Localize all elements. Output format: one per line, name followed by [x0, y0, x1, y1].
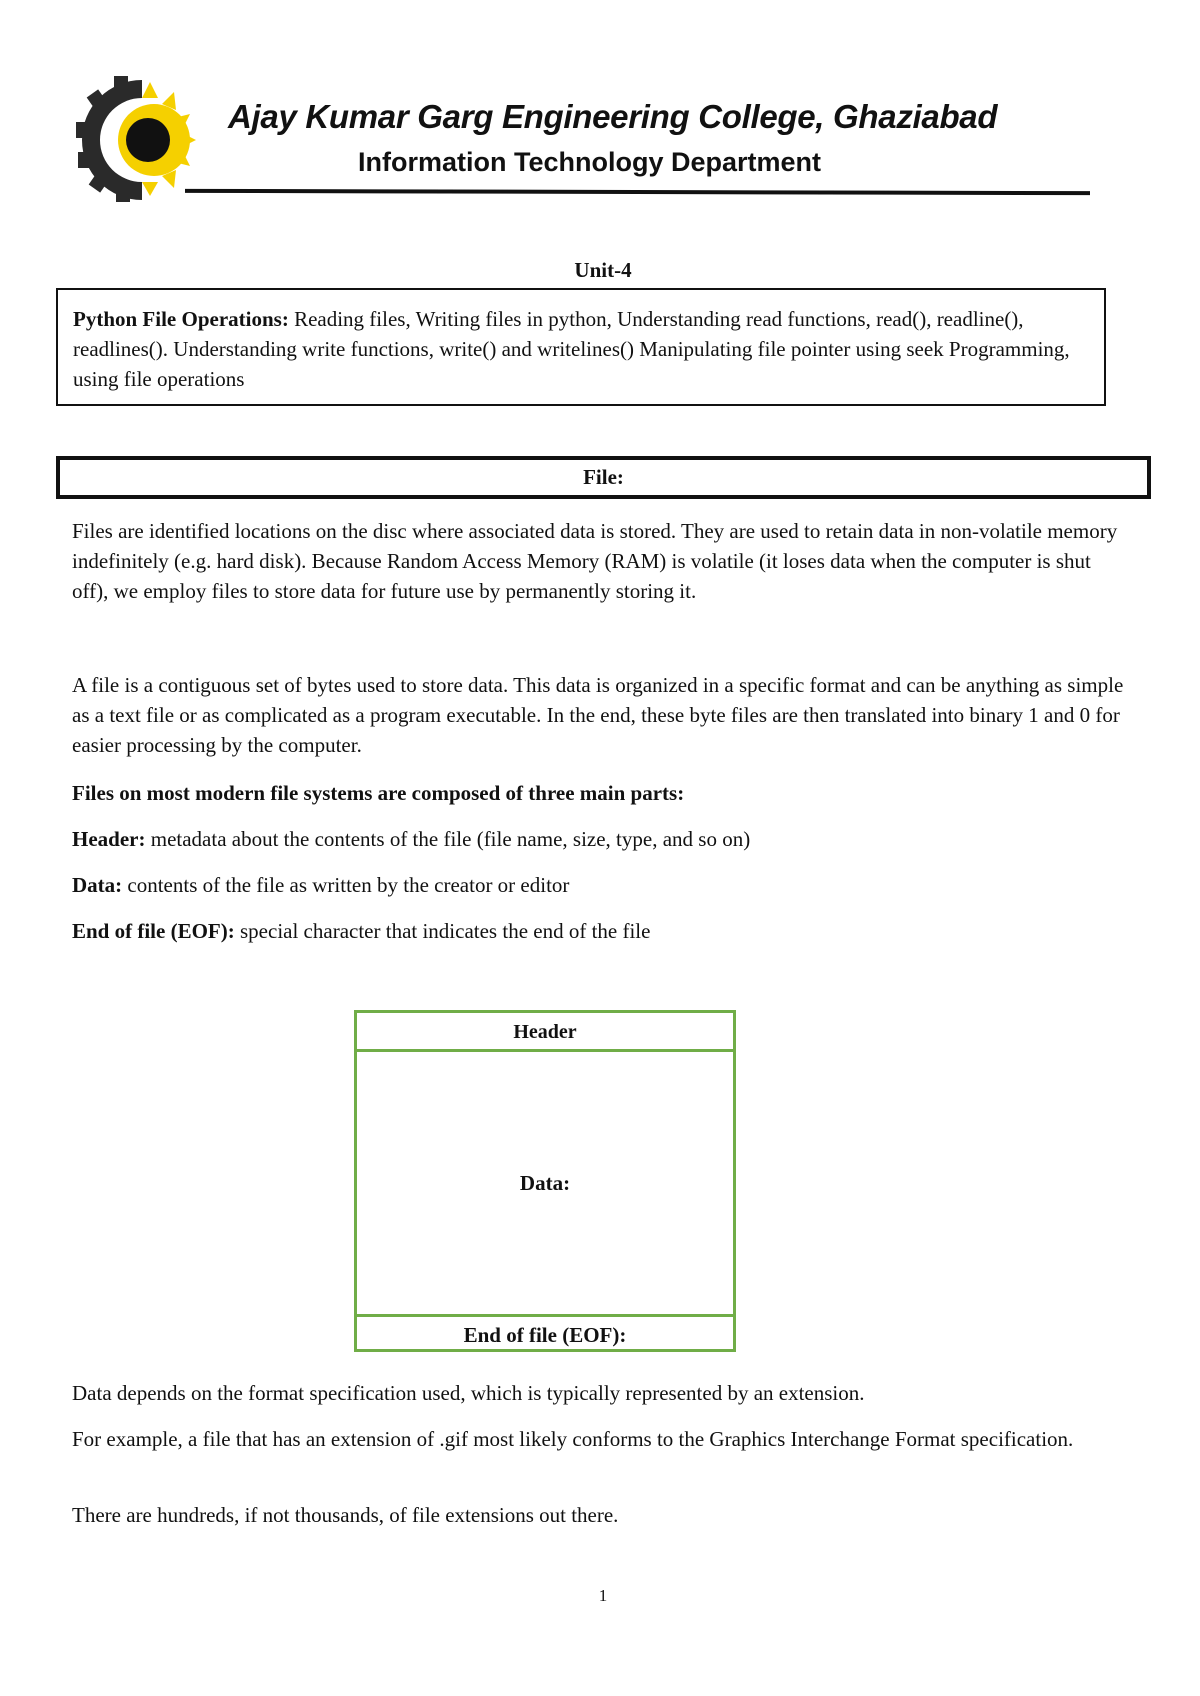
page-number: 1 — [598, 1586, 608, 1605]
part-header — [72, 824, 1132, 854]
paragraph-format-spec: Data depends on the format specification used, which is typically represented by an extension. — [72, 1381, 865, 1405]
part-data-label: Data: — [72, 873, 123, 897]
department-name: Information Technology Department — [358, 147, 822, 177]
part-eof-label: End of file (EOF): — [72, 919, 235, 943]
part-data-text: contents of the file as written by the creator or editor — [122, 873, 570, 897]
parts-intro — [72, 778, 1132, 808]
diagram-eof-cell: End of file (EOF): — [357, 1314, 733, 1352]
part-data — [72, 870, 1132, 900]
syllabus-title: Python File Operations: — [73, 307, 289, 331]
paragraph-files-intro: Files are identified locations on the disc where associated data is stored. They are used to retain data in non-volatile memory indefinitely (e.g. hard disk). Because Random Access Memory (RAM) is volatile (it loses data when the computer is shut off), we employ files to store data for future use by permanently storing it. — [72, 519, 1118, 603]
section-heading: File: — [56, 456, 1151, 499]
part-header-label: Header: — [72, 827, 146, 851]
diagram-header-cell: Header — [357, 1013, 733, 1052]
logo-gear-sun-icon — [70, 70, 200, 205]
part-header-text: metadata about the contents of the file (file name, size, type, and so on) — [145, 827, 751, 851]
paragraph-gif-example: For example, a file that has an extension of .gif most likely conforms to the Graphics Interchange Format specification. — [72, 1427, 1074, 1451]
paragraph-extensions: There are hundreds, if not thousands, of file extensions out there. — [72, 1503, 619, 1527]
paragraph-file-bytes: A file is a contiguous set of bytes used to store data. This data is organized in a specific format and can be anything as simple as a text file or as complicated as a program executable. In the end, these byte files are then translated into binary 1 and 0 for easier processing by the computer. — [72, 673, 1124, 757]
part-eof — [72, 916, 1132, 946]
unit-title: Unit-4 — [574, 258, 632, 282]
syllabus-box — [56, 288, 1106, 406]
part-eof-text: special character that indicates the end of the file — [234, 919, 651, 943]
parts-intro-text: Files on most modern file systems are composed of three main parts: — [72, 781, 685, 805]
college-name: Ajay Kumar Garg Engineering College, Ghaziabad — [228, 98, 998, 135]
file-structure-diagram — [354, 1010, 736, 1352]
header-divider — [185, 189, 1090, 195]
college-logo — [70, 70, 200, 205]
diagram-data-cell: Data: — [519, 1171, 571, 1195]
syllabus-text: Reading files, Writing files in python, Understanding read functions, read(), readline(), readlines(). Understanding write functions, write() and writelines() Manipulating file pointer using seek Programming, using file operations — [73, 307, 1070, 391]
